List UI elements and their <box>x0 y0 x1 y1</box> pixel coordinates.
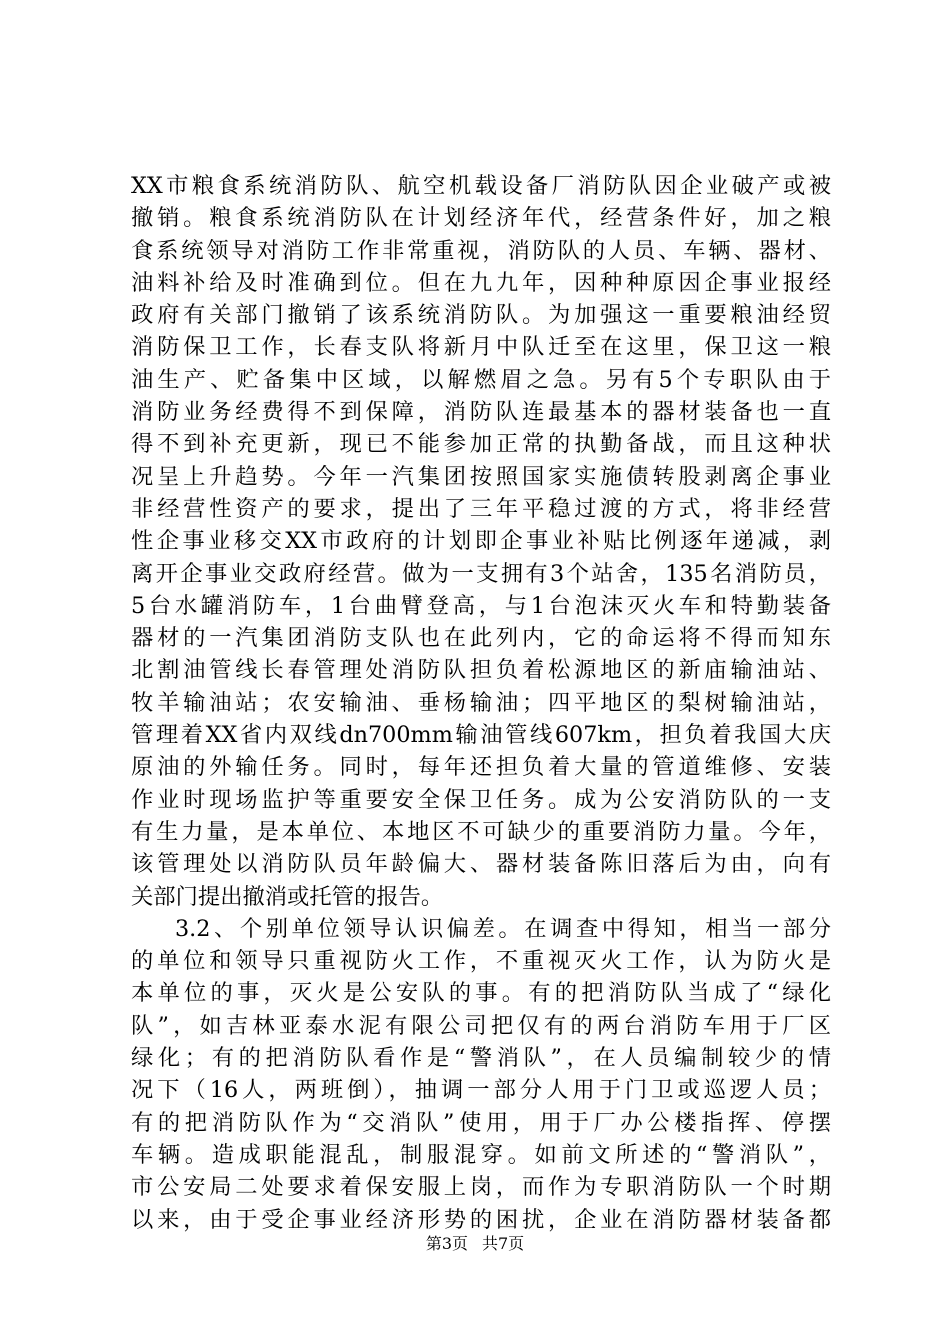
page-total: 共7页 <box>482 1234 525 1253</box>
text-line: 离开企事业交政府经营。做为一支拥有3个站舍，135名消防员， <box>131 560 831 587</box>
text-line: 绿化；有的把消防队看作是“警消队”，在人员编制较少的情 <box>131 1045 831 1072</box>
text-line: 撤销。粮食系统消防队在计划经济年代，经营条件好，加之粮 <box>131 205 831 232</box>
text-line: 况呈上升趋势。今年一汽集团按照国家实施债转股剥离企事业 <box>131 463 831 490</box>
text-line: XX市粮食系统消防队、航空机载设备厂消防队因企业破产或被 <box>131 173 831 199</box>
text-line: 性企事业移交XX市政府的计划即企事业补贴比例逐年递减，剥 <box>131 528 831 555</box>
text-line: 关部门提出撤消或托管的报告。 <box>131 883 444 910</box>
page-number: 第3页 <box>425 1234 468 1253</box>
text-line: 3.2、个别单位领导认识偏差。在调查中得知，相当一部分 <box>175 915 831 942</box>
text-line: 器材的一汽集团消防支队也在此列内，它的命运将不得而知东 <box>131 625 831 652</box>
text-line: 作业时现场监护等重要安全保卫任务。成为公安消防队的一支 <box>131 786 831 813</box>
text-line: 该管理处以消防队员年龄偏大、器材装备陈旧落后为由，向有 <box>131 851 831 878</box>
page-footer <box>0 1232 950 1256</box>
text-line: 况下（16人，两班倒），抽调一部分人用于门卫或巡逻人员； <box>131 1077 831 1104</box>
text-line: 车辆。造成职能混乱，制服混穿。如前文所述的“警消队”， <box>131 1141 831 1168</box>
text-line: 油料补给及时准确到位。但在九九年，因种种原因企事业报经 <box>131 269 831 296</box>
text-line: 管理着XX省内双线dn700mm输油管线607km，担负着我国大庆 <box>131 722 831 749</box>
body-text <box>131 170 831 1236</box>
text-line: 5台水罐消防车，1台曲臂登高，与1台泡沫灭火车和特勤装备 <box>131 592 831 619</box>
text-line: 的单位和领导只重视防火工作，不重视灭火工作，认为防火是 <box>131 948 831 975</box>
text-line: 市公安局二处要求着保安服上岗，而作为专职消防队一个时期 <box>131 1174 831 1201</box>
text-line: 消防业务经费得不到保障，消防队连最基本的器材装备也一直 <box>131 399 831 426</box>
text-line: 有生力量，是本单位、本地区不可缺少的重要消防力量。今年， <box>131 818 831 845</box>
text-line: 食系统领导对消防工作非常重视，消防队的人员、车辆、器材、 <box>131 237 831 264</box>
text-line: 政府有关部门撤销了该系统消防队。为加强这一重要粮油经贸 <box>131 302 831 329</box>
text-line: 牧羊输油站；农安输油、垂杨输油；四平地区的梨树输油站， <box>131 689 831 716</box>
text-line: 得不到补充更新，现已不能参加正常的执勤备战，而且这种状 <box>131 431 831 458</box>
text-line: 本单位的事，灭火是公安队的事。有的把消防队当成了“绿化 <box>131 980 831 1007</box>
text-line: 油生产、贮备集中区域，以解燃眉之急。另有5个专职队由于 <box>131 366 831 393</box>
text-line: 原油的外输任务。同时，每年还担负着大量的管道维修、安装 <box>131 754 831 781</box>
text-line: 北割油管线长春管理处消防队担负着松源地区的新庙输油站、 <box>131 657 831 684</box>
text-line: 消防保卫工作，长春支队将新月中队迁至在这里，保卫这一粮 <box>131 334 831 361</box>
text-line: 队”，如吉林亚泰水泥有限公司把仅有的两台消防车用于厂区 <box>131 1012 831 1039</box>
text-line: 以来，由于受企事业经济形势的困扰，企业在消防器材装备都 <box>131 1206 831 1233</box>
text-line: 有的把消防队作为“交消队”使用，用于厂办公楼指挥、停摆 <box>131 1109 831 1136</box>
text-line: 非经营性资产的要求，提出了三年平稳过渡的方式，将非经营 <box>131 495 831 522</box>
